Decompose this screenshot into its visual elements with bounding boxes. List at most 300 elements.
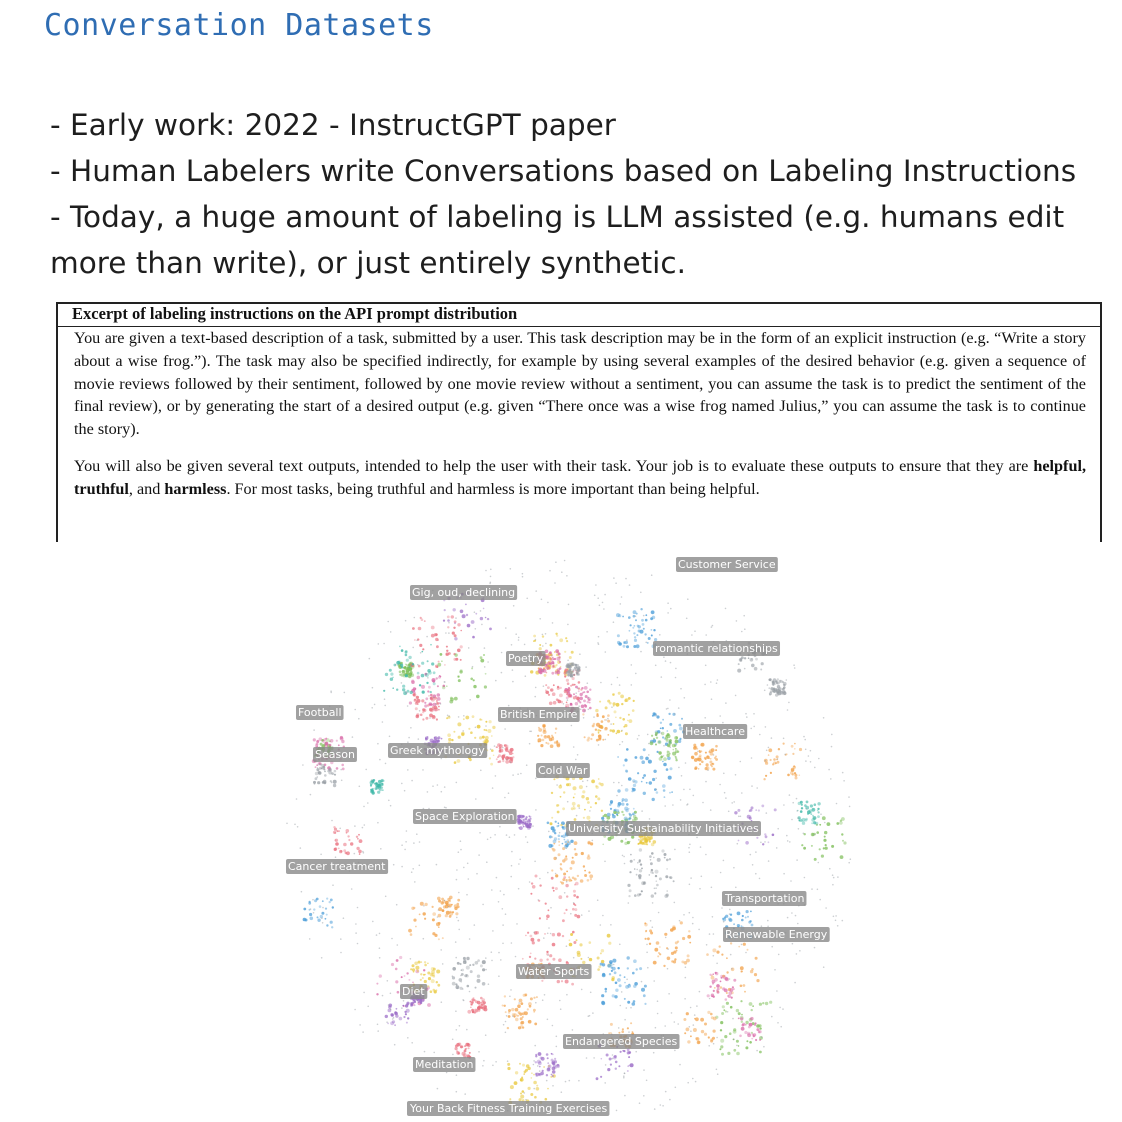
conversation-topic-cluster-map — [270, 540, 870, 1122]
cluster-dot — [494, 745, 496, 747]
cluster-dot — [624, 1019, 626, 1021]
cluster-dot — [430, 691, 432, 693]
cluster-dot — [411, 1042, 413, 1044]
cluster-dot — [437, 1088, 439, 1090]
cluster-dot — [436, 864, 438, 866]
cluster-dot — [379, 788, 382, 791]
cluster-dot — [412, 982, 414, 984]
cluster-dot — [842, 772, 844, 774]
cluster-dot — [799, 748, 802, 751]
cluster-dot — [556, 698, 559, 701]
cluster-dot — [571, 651, 574, 654]
cluster-label: Healthcare — [685, 725, 745, 738]
cluster-dot — [629, 630, 631, 632]
cluster-dot — [550, 822, 553, 825]
cluster-dot — [695, 1037, 698, 1040]
cluster-dot — [325, 908, 327, 910]
cluster-dot — [468, 647, 470, 649]
cluster-dot — [602, 915, 604, 917]
cluster-dot — [730, 1006, 733, 1009]
cluster-dot — [423, 905, 425, 907]
cluster-dot — [447, 715, 449, 717]
cluster-dot — [545, 690, 548, 693]
cluster-dot — [608, 942, 611, 945]
cluster-dot — [546, 915, 550, 919]
cluster-dot — [759, 1030, 762, 1033]
cluster-dot — [651, 894, 654, 897]
cluster-dot — [621, 785, 623, 787]
cluster-dot — [716, 1069, 718, 1071]
cluster-dot — [727, 995, 729, 997]
cluster-dot — [663, 745, 665, 747]
cluster-dot — [667, 968, 669, 970]
cluster-dot — [525, 821, 528, 824]
cluster-dot — [600, 1076, 602, 1078]
cluster-dot — [539, 884, 541, 886]
cluster-dot — [629, 584, 631, 586]
cluster-dot — [603, 608, 605, 610]
cluster-dot — [756, 1050, 758, 1052]
cluster-dot — [607, 934, 611, 938]
cluster-dot — [436, 922, 440, 926]
cluster-dot — [340, 952, 342, 954]
cluster-dot — [437, 984, 440, 987]
cluster-dot — [520, 1078, 524, 1082]
cluster-dot — [572, 857, 574, 859]
cluster-dot — [533, 997, 535, 999]
cluster-dot — [562, 827, 564, 829]
cluster-dot — [652, 926, 654, 928]
cluster-dot — [674, 736, 678, 740]
cluster-dot — [663, 763, 667, 767]
cluster-dot — [612, 967, 616, 971]
cluster-dot — [625, 698, 629, 702]
cluster-dot — [674, 713, 676, 715]
cluster-dot — [695, 1081, 697, 1083]
cluster-dot — [560, 868, 562, 870]
cluster-dot — [670, 662, 672, 664]
cluster-dot — [759, 1039, 761, 1041]
cluster-dot — [344, 692, 346, 694]
cluster-dot — [554, 837, 557, 840]
cluster-dot — [725, 915, 728, 918]
cluster-dot — [414, 617, 416, 619]
cluster-dot — [783, 687, 785, 689]
cluster-dot — [550, 688, 554, 692]
cluster-dot — [359, 1024, 361, 1026]
cluster-dot — [736, 1009, 739, 1012]
cluster-dot — [336, 740, 338, 742]
cluster-dot — [534, 1023, 537, 1026]
cluster-dot — [639, 840, 642, 843]
cluster-dot — [618, 1027, 620, 1029]
cluster-dot — [727, 1052, 730, 1055]
cluster-dot — [606, 631, 608, 633]
cluster-dot — [560, 1008, 562, 1010]
excerpt-heading: Excerpt of labeling instructions on the API prompt distribution — [58, 304, 1100, 327]
cluster-dot — [484, 685, 487, 688]
cluster-dot — [415, 926, 417, 928]
cluster-dot — [701, 743, 705, 747]
cluster-dot — [721, 954, 723, 956]
cluster-dot — [829, 868, 831, 870]
cluster-dot — [437, 663, 441, 667]
cluster-dot — [625, 770, 628, 773]
cluster-dot — [444, 681, 446, 683]
cluster-dot — [666, 708, 668, 710]
cluster-dot — [669, 858, 671, 860]
cluster-dot — [665, 875, 668, 878]
cluster-dot — [342, 768, 345, 771]
cluster-dot — [643, 1095, 645, 1097]
cluster-dot — [364, 824, 366, 826]
cluster-dot — [770, 772, 772, 774]
cluster-dot — [491, 889, 493, 891]
cluster-dot — [632, 788, 634, 790]
excerpt-text: . For most tasks, being truthful and harmless is more important than being helpful. — [226, 479, 760, 498]
cluster-dot — [621, 803, 624, 806]
cluster-dot — [810, 750, 812, 752]
cluster-dot — [711, 765, 713, 767]
cluster-dot — [559, 638, 563, 642]
cluster-dot — [583, 717, 585, 719]
cluster-dot — [616, 1110, 618, 1112]
cluster-dot — [367, 1006, 369, 1008]
cluster-dot — [320, 854, 322, 856]
cluster-dot — [552, 933, 555, 936]
cluster-dot — [675, 941, 678, 944]
cluster-dot — [405, 620, 407, 622]
cluster-dot — [460, 610, 464, 614]
cluster-dot — [542, 739, 545, 742]
cluster-dot — [424, 1051, 426, 1053]
cluster-dot — [689, 884, 691, 886]
cluster-dot — [457, 899, 460, 902]
cluster-dot — [358, 850, 362, 854]
cluster-dot — [470, 1007, 472, 1009]
cluster-dot — [514, 1081, 518, 1085]
cluster-dot — [548, 1065, 552, 1069]
cluster-dot — [555, 671, 559, 675]
cluster-dot — [583, 817, 585, 819]
cluster-label: Poetry — [508, 652, 544, 665]
cluster-dot — [510, 989, 512, 991]
cluster-dot — [477, 725, 481, 729]
cluster-dot — [432, 785, 434, 787]
cluster-dot — [635, 1051, 637, 1053]
cluster-dot — [763, 778, 765, 780]
cluster-dot — [768, 679, 770, 681]
cluster-dot — [649, 929, 652, 932]
cluster-dot — [436, 700, 438, 702]
cluster-dot — [334, 828, 337, 831]
cluster-dot — [560, 824, 562, 826]
cluster-dot — [749, 920, 751, 922]
cluster-dot — [545, 742, 547, 744]
cluster-dot — [438, 661, 440, 663]
cluster-dot — [438, 926, 440, 928]
cluster-dot — [582, 692, 584, 694]
cluster-dot — [417, 676, 421, 680]
cluster-dot — [819, 824, 821, 826]
cluster-dot — [556, 804, 559, 807]
cluster-dot — [582, 781, 584, 783]
cluster-dot — [527, 1067, 530, 1070]
cluster-dot — [708, 1036, 710, 1038]
cluster-dot — [645, 619, 648, 622]
cluster-dot — [421, 961, 423, 963]
cluster-dot — [575, 759, 577, 761]
cluster-dot — [448, 906, 450, 908]
cluster-dot — [428, 686, 431, 689]
cluster-dot — [401, 1007, 403, 1009]
cluster-dot — [455, 957, 457, 959]
cluster-dot — [683, 914, 685, 916]
cluster-dot — [610, 808, 612, 810]
cluster-dot — [656, 714, 658, 716]
cluster-dot — [784, 754, 786, 756]
cluster-dot — [561, 571, 563, 573]
cluster-dot — [418, 961, 421, 964]
cluster-dot — [738, 840, 740, 842]
cluster-dot — [671, 960, 673, 962]
cluster-dot — [725, 608, 727, 610]
cluster-dot — [335, 842, 339, 846]
cluster-dot — [546, 951, 548, 953]
cluster-dot — [741, 1021, 743, 1023]
cluster-dot — [454, 761, 457, 764]
cluster-dot — [519, 859, 521, 861]
cluster-dot — [798, 828, 800, 830]
cluster-dot — [684, 961, 688, 965]
cluster-dot — [391, 938, 393, 940]
cluster-dot — [480, 656, 483, 659]
cluster-dot — [420, 652, 422, 654]
cluster-dot — [510, 1085, 514, 1089]
cluster-dot — [709, 986, 711, 988]
cluster-dot — [472, 636, 475, 639]
cluster-dot — [513, 605, 515, 607]
cluster-dot — [615, 982, 618, 985]
cluster-dot — [502, 924, 504, 926]
cluster-dot — [598, 732, 600, 734]
cluster-dot — [539, 917, 541, 919]
cluster-dot — [721, 1053, 724, 1056]
cluster-dot — [572, 664, 574, 666]
cluster-dot — [379, 933, 381, 935]
cluster-dot — [849, 806, 851, 808]
cluster-dot — [714, 978, 718, 982]
cluster-dot — [501, 672, 503, 674]
cluster-dot — [671, 791, 673, 793]
cluster-dot — [810, 761, 812, 763]
cluster-dot — [542, 1070, 544, 1072]
cluster-dot — [546, 1053, 549, 1056]
cluster-dot — [564, 892, 566, 894]
cluster-dot — [466, 614, 468, 616]
cluster-dot — [457, 649, 461, 653]
cluster-dot — [511, 758, 514, 761]
cluster-dot — [661, 849, 664, 852]
cluster-dot — [643, 792, 646, 795]
cluster-dot — [450, 697, 453, 700]
cluster-dot — [602, 973, 605, 976]
cluster-dot — [637, 772, 639, 774]
cluster-dot — [475, 798, 477, 800]
cluster-dot — [401, 649, 404, 652]
cluster-dot — [457, 987, 459, 989]
cluster-dot — [659, 757, 663, 761]
cluster-dot — [460, 669, 463, 672]
cluster-dot — [769, 694, 771, 696]
cluster-dot — [438, 736, 441, 739]
cluster-dot — [459, 1025, 461, 1027]
cluster-dot — [471, 1004, 473, 1006]
cluster-dot — [694, 758, 698, 762]
cluster-dot — [500, 890, 502, 892]
cluster-dot — [678, 724, 681, 727]
cluster-dot — [663, 757, 667, 761]
cluster-dot — [433, 1052, 435, 1054]
cluster-dot — [483, 1060, 485, 1062]
cluster-dot — [334, 770, 337, 773]
cluster-dot — [555, 561, 557, 563]
cluster-dot — [576, 697, 580, 701]
cluster-dot — [417, 664, 419, 666]
cluster-dot — [667, 750, 669, 752]
cluster-dot — [572, 802, 576, 806]
cluster-dot — [621, 811, 623, 813]
cluster-dot — [429, 717, 431, 719]
cluster-dot — [392, 1020, 395, 1023]
cluster-dot — [624, 807, 628, 811]
cluster-dot — [431, 626, 435, 630]
cluster-dot — [731, 968, 733, 970]
cluster-dot — [642, 838, 645, 841]
cluster-dot — [574, 908, 577, 911]
cluster-dot — [601, 720, 604, 723]
cluster-dot — [773, 758, 776, 761]
cluster-dot — [406, 830, 408, 832]
cluster-dot — [624, 976, 626, 978]
cluster-dot — [505, 627, 507, 629]
cluster-dot — [605, 706, 608, 709]
cluster-dot — [604, 594, 606, 596]
cluster-dot — [665, 1091, 667, 1093]
cluster-dot — [643, 628, 645, 630]
cluster-dot — [462, 730, 464, 732]
cluster-dot — [301, 891, 303, 893]
cluster-dot — [509, 996, 511, 998]
cluster-dot — [806, 808, 808, 810]
cluster-dot — [579, 943, 582, 946]
cluster-label: British Empire — [500, 708, 578, 721]
cluster-dot — [639, 836, 641, 838]
cluster-dot — [573, 894, 576, 897]
cluster-dot — [478, 854, 480, 856]
cluster-dot — [713, 1043, 715, 1045]
cluster-dot — [336, 767, 339, 770]
cluster-dot — [313, 738, 316, 741]
cluster-dot — [432, 912, 436, 916]
cluster-dot — [409, 701, 412, 704]
cluster-dot — [422, 708, 425, 711]
cluster-dot — [634, 868, 636, 870]
cluster-dot — [403, 1016, 405, 1018]
cluster-dot — [827, 822, 831, 826]
cluster-dot — [529, 956, 531, 958]
cluster-dot — [617, 978, 621, 982]
cluster-dot — [582, 713, 584, 715]
cluster-dot — [550, 744, 554, 748]
cluster-dot — [551, 737, 555, 741]
cluster-dot — [475, 987, 477, 989]
cluster-dot — [432, 715, 435, 718]
cluster-dot — [546, 672, 548, 674]
cluster-dot — [528, 1087, 531, 1090]
cluster-dot — [657, 751, 659, 753]
cluster-dot — [476, 873, 478, 875]
cluster-dot — [791, 745, 794, 748]
cluster-dot — [805, 760, 807, 762]
cluster-dot — [613, 1056, 617, 1060]
cluster-dot — [586, 797, 589, 800]
cluster-dot — [741, 631, 743, 633]
cluster-dot — [720, 986, 723, 989]
cluster-dot — [612, 1058, 614, 1060]
cluster-dot — [382, 789, 384, 791]
cluster-dot — [701, 1030, 704, 1033]
cluster-dot — [811, 818, 815, 822]
cluster-dot — [399, 646, 401, 648]
cluster-dot — [634, 625, 636, 627]
cluster-dot — [811, 845, 813, 847]
cluster-dot — [523, 826, 525, 828]
cluster-dot — [640, 863, 642, 865]
cluster-dot — [417, 970, 419, 972]
cluster-dot — [410, 958, 412, 960]
cluster-dot — [503, 1024, 505, 1026]
cluster-dot — [614, 971, 617, 974]
cluster-dot — [551, 877, 554, 880]
cluster-dot — [463, 715, 465, 717]
cluster-dot — [537, 939, 540, 942]
cluster-dot — [378, 643, 380, 645]
cluster-dot — [792, 802, 794, 804]
cluster-dot — [501, 755, 505, 759]
cluster-dot — [463, 957, 466, 960]
cluster-dot — [722, 918, 724, 920]
cluster-dot — [710, 1038, 713, 1041]
cluster-dot — [504, 728, 506, 730]
cluster-dot — [340, 769, 342, 771]
cluster-dot — [308, 902, 311, 905]
cluster-dot — [772, 834, 775, 837]
cluster-dot — [415, 688, 417, 690]
cluster-dot — [421, 618, 424, 621]
cluster-dot — [378, 784, 380, 786]
cluster-dot — [613, 621, 615, 623]
cluster-dot — [302, 764, 304, 766]
cluster-dot — [442, 963, 444, 965]
cluster-dot — [825, 847, 828, 850]
cluster-dot — [577, 754, 579, 756]
cluster-dot — [558, 841, 560, 843]
cluster-dot — [427, 690, 429, 692]
cluster-dot — [546, 958, 548, 960]
cluster-dot — [599, 701, 601, 703]
excerpt-body — [58, 327, 1100, 501]
